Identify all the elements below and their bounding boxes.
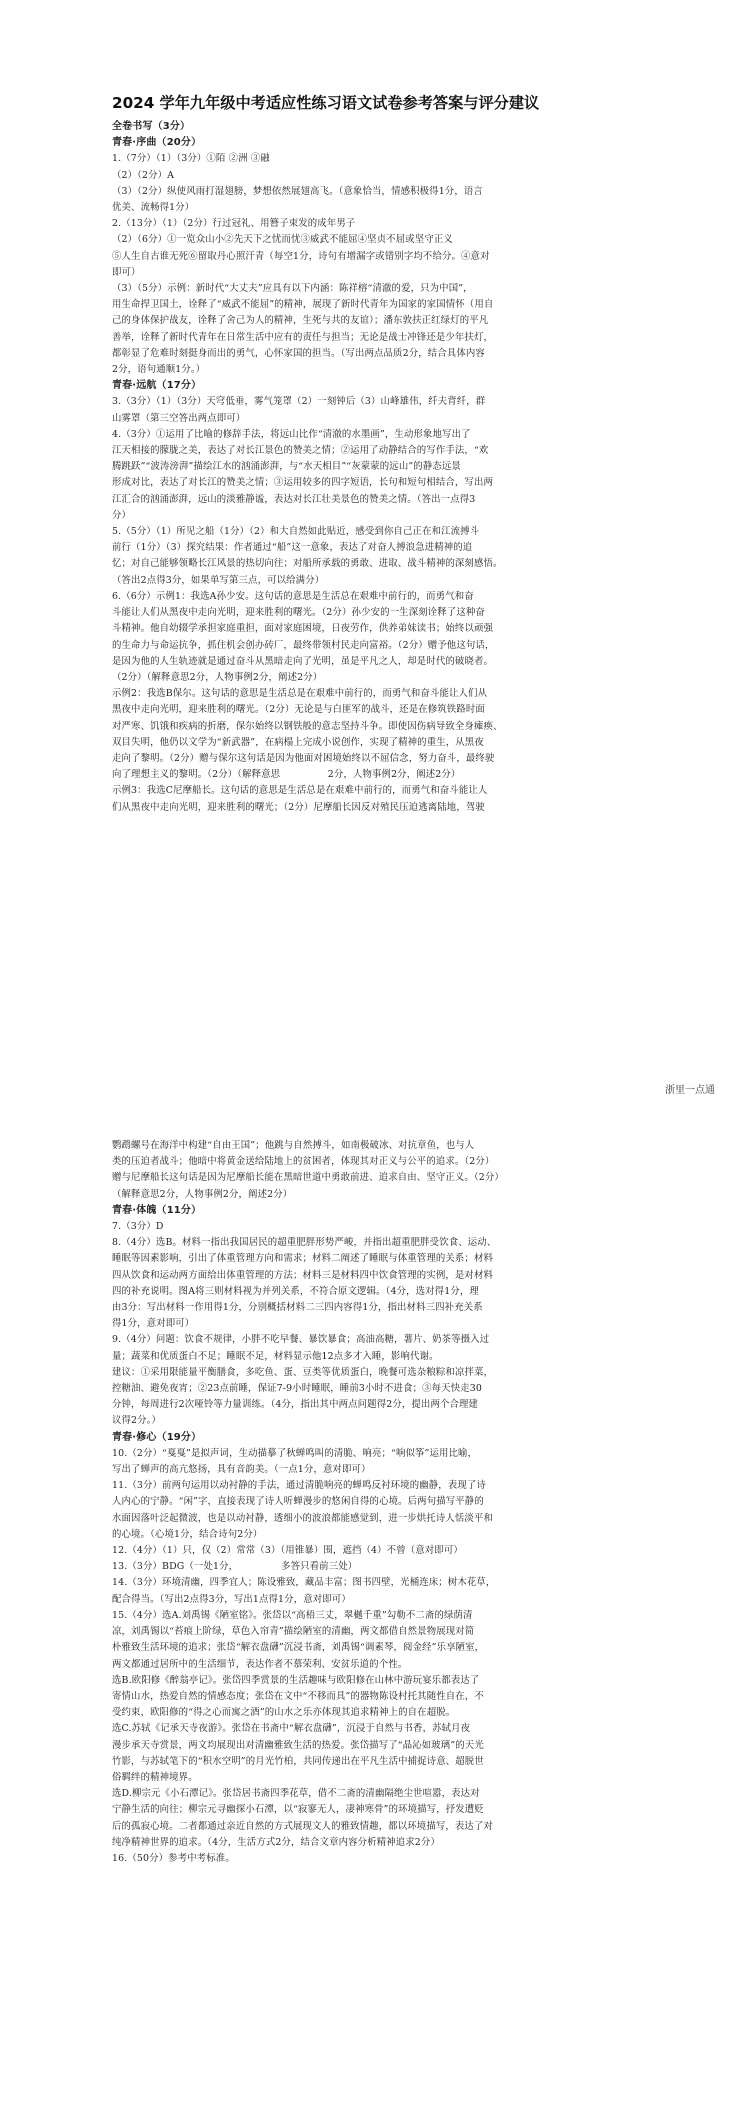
answer-line: 向了理想主义的黎明。（2分）（解释意思 2分，人物事例2分，阐述2分） — [112, 769, 461, 781]
answer-line: 双目失明，他仍以文学为“新武器”，在病榻上完成小说创作，实现了精神的重生，从黑夜 — [112, 736, 484, 748]
answer-line: 得1分，意对即可） — [112, 1318, 195, 1330]
answer-line: （3）（2分）纵使风雨打湿翅膀，梦想依然展翅高飞。（意象恰当，情感积极得1分，语言 — [112, 185, 483, 197]
answer-line: 睡眠等因素影响，引出了体重管理方向和需求；材料二阐述了睡眠与体重管理的关系；材料 — [112, 1253, 494, 1265]
answer-line: （2）（2分）A — [112, 169, 175, 181]
section-heading-text: 青春·体魄（11分） — [112, 1204, 202, 1216]
answer-line: 2分，语句通顺1分。） — [112, 364, 206, 376]
section-heading — [112, 135, 632, 151]
answer-line: 前行（1分）（3）探究结果：作者通过“船”这一意象，表达了对奋人搏浪急进精神的追 — [112, 542, 473, 554]
answer-line: 山雾罩（第三空答出两点即可） — [112, 412, 246, 424]
answer-text-block-1 — [112, 119, 632, 816]
section-heading — [112, 1430, 632, 1446]
answer-line: 示例2：我选B保尔。这句话的意思是生活总是在艰难中前行的，而勇气和奋斗能让人们从 — [112, 688, 488, 700]
answer-line: 己的身体保护战友，诠释了舍己为人的精神，生死与共的友谊）；潘东敦扶正红绿灯的平凡 — [112, 315, 489, 327]
watermark-label: 浙里一点通 — [665, 1085, 715, 1096]
answer-line: 宁静生活的向往；柳宗元寻幽探小石潭，以“寂寥无人，凄神寒骨”的环境描写，抒发遭贬 — [112, 1804, 484, 1816]
answer-line: 都彰显了危难时刻挺身而出的勇气，心怀家国的担当。（写出两点品质2分，结合具体内容 — [112, 347, 485, 359]
answer-line: 控糖油、避免夜宵；②23点前睡，保证7-9小时睡眠，睡前3小时不进食；③每天快走30 — [112, 1383, 482, 1395]
answer-line: 水面因落叶泛起微波，也是以动衬静，透细小的波浪都能感觉到，进一步烘托诗人恬淡平和 — [112, 1512, 494, 1524]
answer-line: 漫步承天寺赏景，两文均展现出对清幽雅致生活的热爱。张岱描写了“晶沁如玻璃”的天光 — [112, 1739, 484, 1751]
answer-line: 1.（7分）（1）（3分）①陌 ②洲 ③融 — [112, 153, 270, 165]
answer-line: 受约束，欧阳修的“得之心而寓之酒”的山水之乐亦体现其追求精神上的自在超脱。 — [112, 1707, 456, 1719]
answer-line: 斗精神。他自幼辍学承担家庭重担，面对家庭困境，日夜劳作，供养弟妹读书；始终以顽强 — [112, 623, 494, 635]
answer-line: 15.（4分）选A.刘禹锡《陋室铭》。张岱以“高梧三丈，翠樾千重”勾勒不二斋的绿荫清 — [112, 1609, 473, 1621]
answer-line: 腾跳跃”“波涛滂湃”描绘江水的汹涌澎湃，与“水天相目”“灰蒙蒙的远山”的静态远景 — [112, 461, 461, 473]
section-heading-text: 青春·修心（19分） — [112, 1431, 202, 1443]
answer-line: （2分）（解释意思2分，人物事例2分，阐述2分） — [112, 671, 323, 683]
answer-line: 示例3：我选C尼摩船长。这句话的意思是生活总是在艰难中前行的，而勇气和奋斗能让人 — [112, 785, 488, 797]
answer-line: 纯净精神世界的追求。（4分，生活方式2分，结合文章内容分析精神追求2分） — [112, 1836, 440, 1848]
section-heading-text: 青春·远航（17分） — [112, 380, 202, 392]
answer-line: 9.（4分）问题：饮食不规律，小胖不吃早餐、暴饮暴食；高油高糖，薯片、奶茶等摄入过 — [112, 1334, 490, 1346]
answer-line: 善举，诠释了新时代青年在日常生活中应有的责任与担当；无论是战士冲锋还是少年扶灯， — [112, 331, 494, 343]
answer-line: 12.（4分）（1）只，仅（2）常常（3）（用锥暴）围，遮挡（4）不曾（意对即可） — [112, 1545, 463, 1557]
answer-line: 俗羁绊的精神境界。 — [112, 1771, 198, 1783]
answer-line: 建议：①采用限能量平衡膳食，多吃鱼、蛋、豆类等优质蛋白，晚餐可选杂粮粽和凉拌菜， — [112, 1366, 494, 1378]
answer-line: 7.（3分）D — [112, 1221, 164, 1233]
answer-line: 形成对比，表达了对长江的赞美之情；③运用较多的四字短语，长句和短句相结合，写出两 — [112, 477, 494, 489]
answer-line: 四的补充说明。图A将三则材料视为并列关系，不符合原文逻辑。（4分，选对得1分，理 — [112, 1285, 479, 1297]
answer-line: 即可） — [112, 266, 141, 278]
answer-line: 10.（2分）“戛戛”是拟声词，生动描摹了秋蝉鸣叫的清脆、响亮；“响似筝”运用比喻， — [112, 1447, 478, 1459]
section-heading-text: 全卷书写（3分） — [112, 121, 191, 132]
answer-line: 选D.柳宗元《小石潭记》。张岱居书斋四季花草，借不二斋的清幽隔绝尘世喧嚣，表达对 — [112, 1788, 480, 1800]
answer-line: 凉，刘禹锡以“苔痕上阶绿，草色入帘青”描绘陋室的清幽，两文都借自然景物展现对简 — [112, 1626, 475, 1638]
answer-line: 后的孤寂心境。二者都通过亲近自然的方式展现文人的雅致情趣，都以环境描写，表达了对 — [112, 1820, 494, 1832]
answer-line: 选B.欧阳修《醉翁亭记》。张岱四季赏景的生活趣味与欧阳修在山林中游玩宴乐都表达了 — [112, 1674, 480, 1686]
section-heading — [112, 1203, 632, 1219]
answer-line: 3.（3分）（1）（3分）天穹低垂，雾气笼罩（2）一刻钟后（3）山峰雄伟，纤夫背纤，群 — [112, 396, 486, 408]
section-heading-text: 青春·序曲（20分） — [112, 137, 202, 149]
answer-line: 的心境。（心境1分，结合诗句2分） — [112, 1528, 263, 1540]
answer-line: 配合得当。（写出2点得3分，写出1点得1分，意对即可） — [112, 1593, 351, 1605]
answer-line: 是因为他的人生轨迹就是通过奋斗从黑暗走向了光明，虽是平凡之人，却是时代的破晓者。 — [112, 655, 494, 667]
answer-line: 11.（3分）前两句运用以动衬静的手法，通过清脆响亮的蝉鸣反衬环境的幽静，表现了诗 — [112, 1480, 486, 1492]
answer-line: 人内心的宁静。“闲”字，直接表现了诗人听蝉漫步的悠闲自得的心境。后两句描写平静的 — [112, 1496, 484, 1508]
answer-line: 竹影，与苏轼笔下的“积水空明”的月光竹柏，共同传递出在平凡生活中捕捉诗意、超脱世 — [112, 1755, 484, 1767]
answer-line: 16.（50分）参考中考标准。 — [112, 1852, 235, 1864]
answer-line: 6.（6分）示例1：我选A孙少安。这句话的意思是生活总在艰难中前行的，而勇气和奋 — [112, 590, 474, 602]
answer-line: 用生命捍卫国土，诠释了“威武不能屈”的精神，展现了新时代青年为国家的家国情怀（用自 — [112, 299, 494, 311]
answer-line: 江天相接的朦胧之美，表达了对长江景色的赞美之情；②运用了动静结合的写作手法，“欢 — [112, 445, 489, 457]
answer-line: 江汇合的汹涌澎湃，远山的淡雅静谧，表达对长江壮美景色的赞美之情。（答出一点得3 — [112, 493, 476, 505]
answer-line: 对严寒、饥饿和疾病的折磨，保尔始终以钢铁般的意志坚持斗争。即使因伤病导致全身瘫痪、 — [112, 720, 503, 732]
answer-line: 4.（3分）①运用了比喻的修辞手法，将远山比作“清澈的水墨画”，生动形象地写出了 — [112, 428, 471, 440]
answer-line: 朴雅致生活环境的追求；张岱“解衣盘礴”沉浸书斋，刘禹锡“调素琴，阅金经”乐享陋室， — [112, 1642, 485, 1654]
answer-line: 两文都通过居所中的生活细节，表达作者不慕荣利、安贫乐道的个性。 — [112, 1658, 408, 1670]
answer-line: 寄情山水，热爱自然的情感态度；张岱在文中“不移而具”的器物陈设村托其随性自在，不 — [112, 1690, 484, 1702]
page-title: 2024 学年九年级中考适应性练习语文试卷参考答案与评分建议 — [112, 94, 540, 112]
answer-line: （解释意思2分，人物事例2分，阐述2分） — [112, 1188, 293, 1200]
section-heading — [112, 119, 632, 135]
answer-line: 们从黑夜中走向光明，迎来胜利的曙光；（2分）尼摩船长因反对殖民压迫逃离陆地，驾驶 — [112, 801, 485, 813]
answer-line: 斗能让人们从黑夜中走向光明，迎来胜利的曙光。（2分）孙少安的一生深刻诠释了这种奋 — [112, 607, 485, 619]
answer-line: ⑤人生自古谁无死⑥留取丹心照汗青（每空1分，诗句有增漏字或错别字均不给分。④意对 — [112, 250, 490, 262]
answer-line: 写出了蝉声的高亢悠扬，具有音韵美。（一点1分，意对即可） — [112, 1464, 371, 1476]
answer-line: 鹦鹉螺号在海洋中构建“自由王国”；他跳与自然搏斗，如南极破冰、对抗章鱼，也与人 — [112, 1140, 475, 1151]
answer-line: （2）（6分）①一览众山小②先天下之忧而忧③威武不能屈④坚贞不屈或坚守正义 — [112, 234, 453, 246]
answer-line: 量；蔬菜和优质蛋白不足；睡眠不足，材料显示他12点多才入睡，影响代谢。 — [112, 1350, 439, 1362]
answer-line: 赠与尼摩船长这句话是因为尼摩船长能在黑暗世道中勇敢前进、追求自由、坚守正义。（2分） — [112, 1172, 504, 1184]
answer-line: 分） — [112, 509, 132, 521]
answer-line: 分钟，每周进行2次哑铃等力量训练。（4分，指出其中两点问题得2分，提出两个合理建 — [112, 1399, 479, 1411]
answer-line: 优美、流畅得1分） — [112, 202, 195, 214]
answer-line: 14.（3分）环境清幽，四季宜人；陈设雅致，藏品丰富；图书四壁，光桶连床；树木花草， — [112, 1577, 496, 1589]
answer-line: 的生命力与命运抗争，抓住机会创办砖厂，最终带领村民走向富裕。（2分）赠予他这句话， — [112, 639, 495, 651]
answer-line: 13.（3分）BDG（一处1分， 多答只看前三处） — [112, 1561, 358, 1573]
answer-line: 议得2分。） — [112, 1415, 162, 1427]
answer-line: 走向了黎明。（2分）赠与保尔这句话是因为他面对困境始终以不屈信念，努力奋斗，最终驶 — [112, 752, 495, 764]
answer-line: 忆；对自己能够领略长江风景的热切向往；对船所承载的勇敢、进取、战斗精神的深刻感悟。 — [112, 558, 503, 570]
answer-line: 8.（4分）选B。材料一指出我国居民的超重肥胖形势严峻，并指出超重肥胖受饮食、运动、 — [112, 1237, 497, 1249]
answer-line: （3）（5分）示例：新时代“大丈夫”应具有以下内涵：陈祥榕“清澈的爱，只为中国”， — [112, 283, 473, 295]
answer-line: 黑夜中走向光明，迎来胜利的曙光。（2分）无论是与白匪军的战斗，还是在修筑铁路时面 — [112, 704, 485, 716]
answer-line: （答出2点得3分，如果单写第三点，可以给满分） — [112, 574, 325, 586]
answer-line: 5.（5分）（1）所见之船（1分）（2）和大自然如此贴近，感受到你自己正在和江流搏斗 — [112, 526, 480, 538]
answer-text-block-2 — [112, 1138, 632, 1867]
answer-line: 选C.苏轼《记承天寺夜游》。张岱在书斋中“解衣盘礴”，沉浸于自然与书香，苏轼月夜 — [112, 1723, 471, 1735]
answer-sheet-page-1 — [112, 92, 632, 816]
answer-line: 2.（13分）（1）（2分）行过冠礼、用簪子束发的成年男子 — [112, 218, 356, 230]
answer-sheet-page-2 — [112, 1138, 632, 1867]
section-heading — [112, 378, 632, 394]
answer-line: 类的压迫者战斗；他暗中将黄金送给陆地上的贫困者，体现其对正义与公平的追求。（2分） — [112, 1156, 495, 1168]
answer-line: 四从饮食和运动两方面给出体重管理的方法；材料三是材料四中饮食管理的实例，是对材料 — [112, 1269, 494, 1281]
answer-line: 由3分：写出材料一作用得1分，分别概括材料二三四内容得1分，指出材料三四补充关系 — [112, 1302, 483, 1314]
